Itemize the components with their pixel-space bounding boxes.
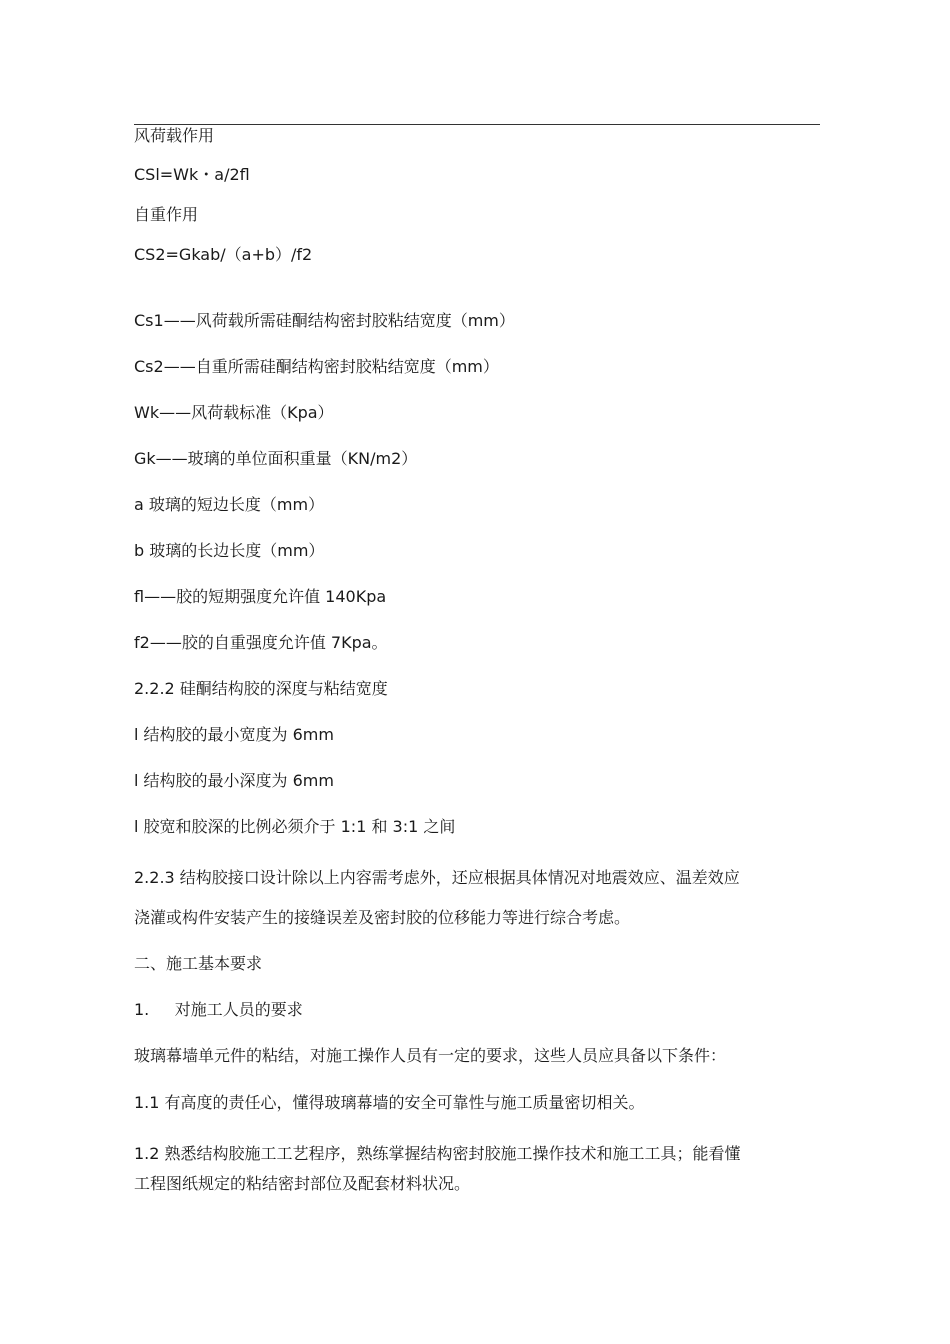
subsection-heading: 1. 对施工人员的要求: [134, 1000, 303, 1019]
definition-line: f2——胶的自重强度允许值 7Kpa。: [134, 633, 388, 652]
list-item: l 结构胶的最小宽度为 6mm: [134, 725, 334, 744]
definition-line: Cs2——自重所需硅酮结构密封胶粘结宽度（mm）: [134, 357, 499, 376]
section-heading: 二、施工基本要求: [134, 954, 263, 973]
list-item: l 胶宽和胶深的比例必须介于 1:1 和 3:1 之间: [134, 817, 456, 836]
text-line: 自重作用: [134, 205, 199, 224]
formula-line: CSl=Wk・a/2fl: [134, 165, 250, 184]
paragraph-line: 浇灌或构件安装产生的接缝误差及密封胶的位移能力等进行综合考虑。: [134, 908, 631, 927]
section-heading: 2.2.2 硅酮结构胶的深度与粘结宽度: [134, 679, 388, 698]
paragraph-line: 2.2.3 结构胶接口设计除以上内容需考虑外，还应根据具体情况对地震效应、温差效应: [134, 868, 740, 887]
definition-line: Gk——玻璃的单位面积重量（KN/m2）: [134, 449, 418, 468]
definition-line: a 玻璃的短边长度（mm）: [134, 495, 325, 514]
definition-line: Cs1——风荷载所需硅酮结构密封胶粘结宽度（mm）: [134, 311, 515, 330]
paragraph-line: 工程图纸规定的粘结密封部位及配套材料状况。: [134, 1174, 471, 1193]
definition-line: b 玻璃的长边长度（mm）: [134, 541, 325, 560]
formula-line: CS2=Gkab/（a+b）/f2: [134, 245, 313, 264]
definition-line: fl——胶的短期强度允许值 140Kpa: [134, 587, 387, 606]
list-item: l 结构胶的最小深度为 6mm: [134, 771, 334, 790]
paragraph-line: 1.2 熟悉结构胶施工工艺程序，熟练掌握结构密封胶施工操作技术和施工工具；能看懂: [134, 1144, 741, 1163]
definition-line: Wk——风荷载标准（Kpa）: [134, 403, 334, 422]
header-rule: [134, 124, 820, 125]
paragraph-line: 玻璃幕墙单元件的粘结，对施工操作人员有一定的要求，这些人员应具备以下条件：: [134, 1046, 727, 1065]
paragraph-line: 1.1 有高度的责任心，懂得玻璃幕墙的安全可靠性与施工质量密切相关。: [134, 1093, 645, 1112]
text-line: 风荷载作用: [134, 126, 215, 145]
